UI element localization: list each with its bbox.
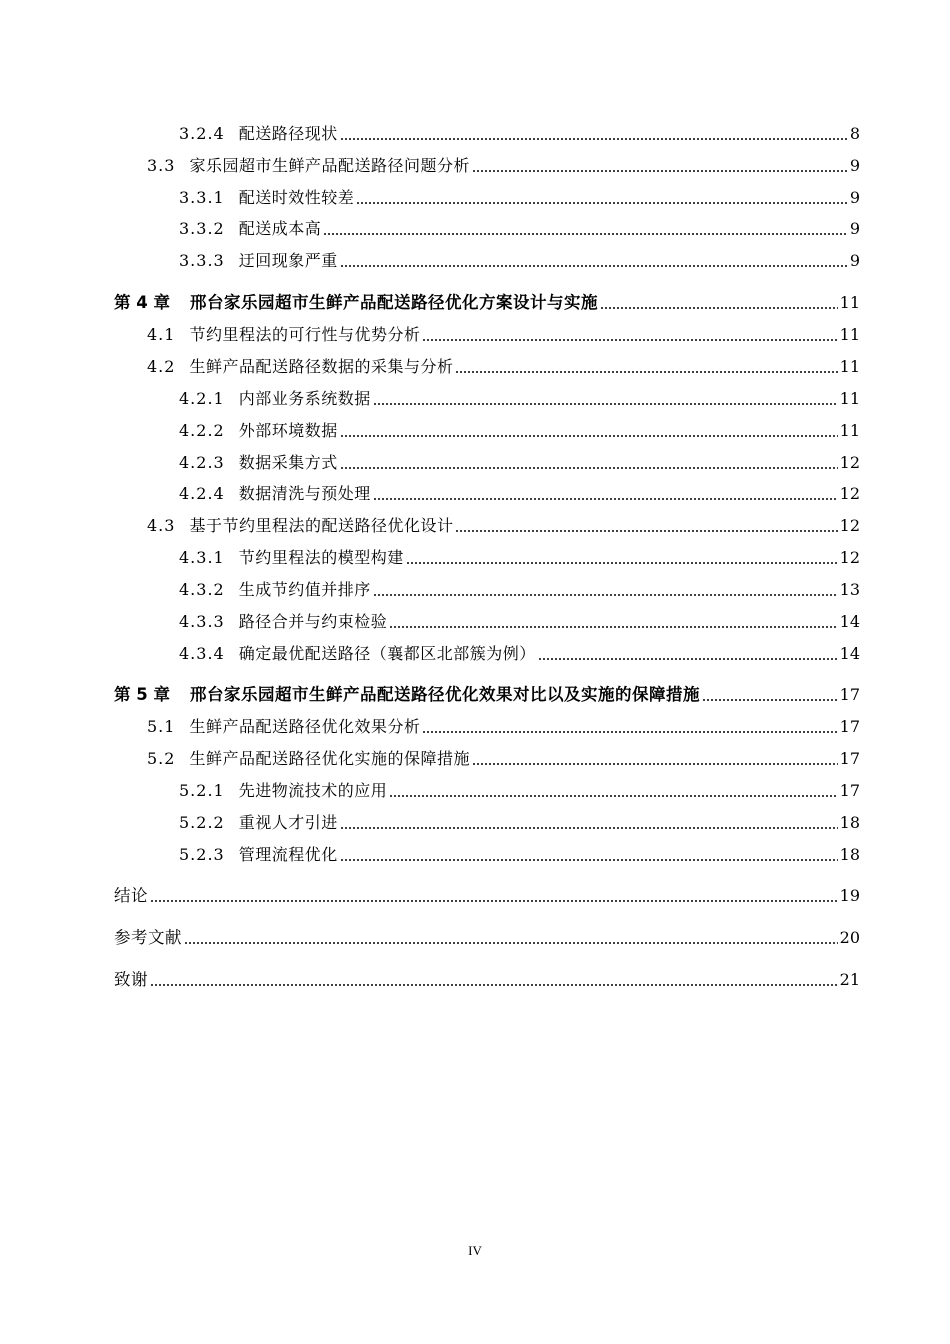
toc-entry-number: 3.3 [147,156,176,175]
toc-entry[interactable] [147,353,860,377]
toc-entry-page: 12 [839,548,860,567]
toc-entry-title: 基于节约里程法的配送路径优化设计 [189,516,454,535]
toc-entry-page: 21 [839,970,860,989]
toc-entry-number: 4.3 [147,516,176,535]
toc-entry-title: 数据采集方式 [238,453,338,472]
toc-entry-number: 5.2.2 [179,813,225,832]
dot-leader [150,900,838,902]
toc-entry-title: 重视人才引进 [238,813,338,832]
toc-entry-page: 11 [839,325,860,344]
toc-entry-page: 18 [839,813,860,832]
dot-leader [472,170,848,172]
dot-leader [340,138,848,140]
dot-leader [373,594,838,596]
toc-entry[interactable] [147,152,860,176]
toc-entry-page: 19 [839,886,860,905]
dot-leader [356,202,848,204]
toc-entry-number: 4.2.3 [179,453,225,472]
toc-entry-title: 生鲜产品配送路径数据的采集与分析 [189,357,454,376]
toc-entry-number: 3.3.2 [179,219,225,238]
toc-entry-number: 4.3.2 [179,580,225,599]
toc-entry-number: 4.1 [147,325,176,344]
toc-entry[interactable] [179,120,860,144]
toc-entry-number: 第 5 章 [114,685,170,704]
toc-entry-page: 12 [839,453,860,472]
toc-entry[interactable] [179,385,860,409]
toc-entry[interactable] [179,777,860,801]
toc-entry-page: 12 [839,484,860,503]
toc-entry-acknowledgements[interactable] [114,966,860,990]
toc-entry-page: 11 [839,421,860,440]
dot-leader [600,307,838,309]
toc-entry-title: 路径合并与约束检验 [238,612,388,631]
toc-entry-page: 9 [849,251,860,270]
dot-leader [406,562,838,564]
toc-entry[interactable] [179,480,860,504]
dot-leader [373,403,838,405]
toc-entry-references[interactable] [114,924,860,948]
toc-entry[interactable] [179,576,860,600]
toc-entry-number: 4.3.1 [179,548,225,567]
toc-entry-number: 5.2.1 [179,781,225,800]
toc-entry[interactable] [179,247,860,271]
toc-entry-page: 9 [849,219,860,238]
dot-leader [340,827,838,829]
toc-entry-title: 参考文献 [114,928,182,947]
toc-entry[interactable] [147,321,860,345]
toc-entry-title: 生成节约值并排序 [238,580,371,599]
toc-entry-page: 8 [849,124,860,143]
toc-entry-page: 11 [839,389,860,408]
toc-entry-number: 4.2.1 [179,389,225,408]
toc-entry-number: 4.3.3 [179,612,225,631]
dot-leader [455,371,837,373]
toc-entry-number: 3.3.3 [179,251,225,270]
dot-leader [340,467,838,469]
dot-leader [373,498,838,500]
toc-entry-page: 14 [839,612,860,631]
dot-leader [422,339,837,341]
toc-entry-title: 致谢 [114,970,148,989]
toc-entry-title: 邢台家乐园超市生鲜产品配送路径优化方案设计与实施 [189,293,598,312]
toc-entry[interactable] [179,640,860,664]
dot-leader [184,942,838,944]
toc-entry-number: 5.1 [147,717,176,736]
dot-leader [323,233,848,235]
toc-entry-title: 配送路径现状 [238,124,338,143]
toc-entry-number: 第 4 章 [114,293,170,312]
toc-entry-page: 20 [839,928,860,947]
toc-entry-number: 4.2.4 [179,484,225,503]
dot-leader [472,763,838,765]
toc-entry-title: 生鲜产品配送路径优化实施的保障措施 [189,749,470,768]
dot-leader [340,435,838,437]
toc-entry[interactable] [147,512,860,536]
toc-entry-title: 结论 [114,886,148,905]
toc-entry-number: 3.2.4 [179,124,225,143]
toc-entry-number: 3.3.1 [179,188,225,207]
toc-entry-page: 17 [839,717,860,736]
toc-entry-title: 邢台家乐园超市生鲜产品配送路径优化效果对比以及实施的保障措施 [189,685,700,704]
toc-entry[interactable] [179,841,860,865]
toc-entry-number: 5.2 [147,749,176,768]
toc-entry-title: 管理流程优化 [238,845,338,864]
toc-entry-page: 17 [839,749,860,768]
toc-entry-number: 4.2.2 [179,421,225,440]
dot-leader [422,731,837,733]
toc-entry-number: 4.2 [147,357,176,376]
dot-leader [455,530,837,532]
toc-entry-page: 11 [839,357,860,376]
toc-entry-title: 节约里程法的模型构建 [238,548,404,567]
toc-entry-title: 数据清洗与预处理 [238,484,371,503]
toc-entry-title: 配送成本高 [238,219,322,238]
toc-entry[interactable] [179,449,860,473]
toc-entry-title: 确定最优配送路径（襄都区北部簇为例） [238,644,536,663]
dot-leader [389,626,837,628]
toc-entry[interactable] [179,608,860,632]
dot-leader [150,984,838,986]
toc-entry-page: 9 [849,188,860,207]
toc-entry[interactable] [179,184,860,208]
toc-entry-number: 4.3.4 [179,644,225,663]
toc-entry[interactable] [179,417,860,441]
dot-leader [538,658,838,660]
toc-entry-page: 12 [839,516,860,535]
dot-leader [340,859,838,861]
toc-entry[interactable] [179,809,860,833]
toc-entry-page: 9 [849,156,860,175]
toc-chapter-entry[interactable] [114,681,860,705]
toc-entry-page: 18 [839,845,860,864]
toc-entry[interactable] [147,713,860,737]
toc-entry-page: 13 [839,580,860,599]
toc-entry[interactable] [179,215,860,239]
toc-entry[interactable] [147,745,860,769]
page-number-footer: IV [468,1243,482,1258]
toc-entry-title: 生鲜产品配送路径优化效果分析 [189,717,421,736]
dot-leader [389,795,837,797]
toc-entry[interactable] [179,544,860,568]
toc-entry-page: 17 [839,781,860,800]
toc-entry-page: 11 [839,293,860,312]
toc-chapter-entry[interactable] [114,289,860,313]
toc-entry-page: 14 [839,644,860,663]
toc-entry-conclusion[interactable] [114,882,860,906]
toc-entry-title: 配送时效性较差 [238,188,355,207]
toc-entry-title: 内部业务系统数据 [238,389,371,408]
dot-leader [340,265,848,267]
toc-entry-title: 节约里程法的可行性与优势分析 [189,325,421,344]
dot-leader [702,699,838,701]
toc-entry-title: 外部环境数据 [238,421,338,440]
toc-entry-page: 17 [839,685,860,704]
toc-entry-number: 5.2.3 [179,845,225,864]
toc-entry-title: 先进物流技术的应用 [238,781,388,800]
toc-entry-title: 迂回现象严重 [238,251,338,270]
toc-entry-title: 家乐园超市生鲜产品配送路径问题分析 [189,156,470,175]
